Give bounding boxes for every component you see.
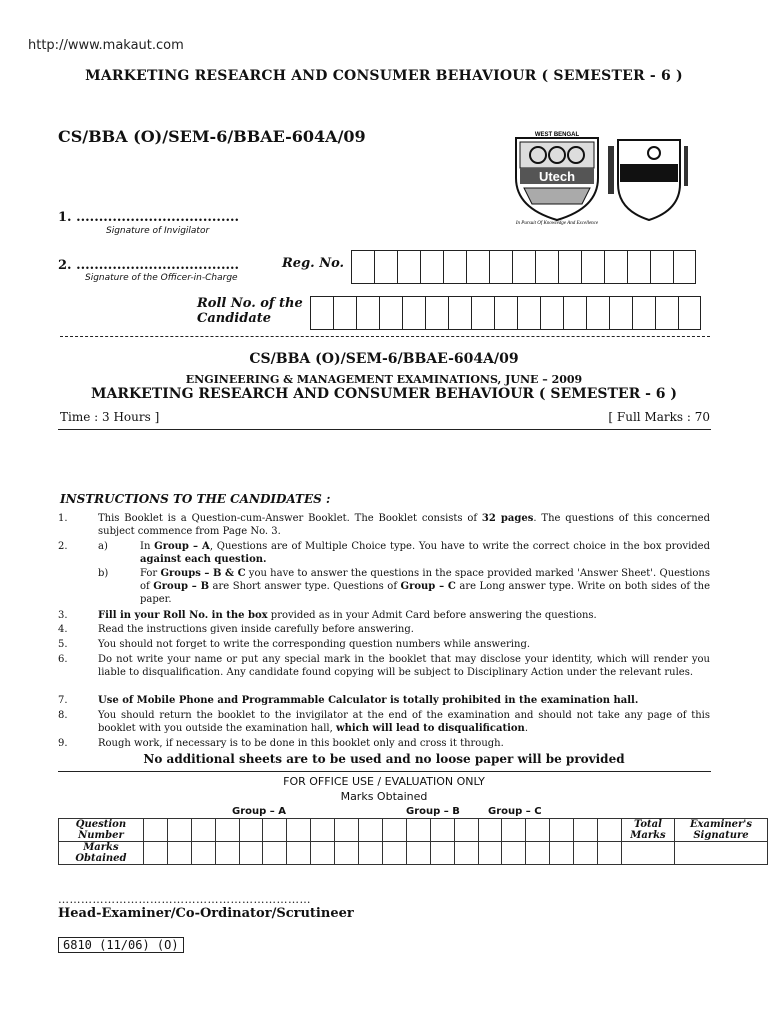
instruction-5: 5. You should not forget to write the corresponding question numbers while answering.	[58, 639, 531, 650]
form-code: 6810 (11/06) (O)	[58, 937, 184, 953]
svg-text:In Pursuit Of Knowledge And Ex: In Pursuit Of Knowledge And Excellence	[515, 221, 599, 226]
instruction-2b: b) For Groups – B & C you have to answer the questions in the space provided marked 'Answer Sheet'. Questions of Group – B are Short answer type. Questions of Group – C are Long answer type. Write on both sides of the paper.	[98, 568, 711, 605]
paper-code: CS/BBA (O)/SEM-6/BBAE-604A/09	[58, 127, 366, 146]
full-marks: [ Full Marks : 70	[608, 410, 710, 424]
office-use-heading: FOR OFFICE USE / EVALUATION ONLY	[283, 775, 485, 788]
officer-signature-caption: Signature of the Officer-in-Charge	[85, 273, 238, 283]
instruction-8: 8. You should return the booklet to the invigilator at the end of the examination and should not take any page of this booklet with you outside the examination hall, which will lead to disqualification.	[58, 710, 710, 734]
head-examiner-label: Head-Examiner/Co-Ordinator/Scrutineer	[58, 906, 354, 921]
instruction-4: 4. Read the instructions given inside carefully before answering.	[58, 624, 414, 635]
exam-name: ENGINEERING & MANAGEMENT EXAMINATIONS, JUNE – 2009	[185, 373, 583, 386]
reg-no-label: Reg. No.	[282, 256, 345, 271]
group-b-label: Group – B	[406, 806, 460, 817]
instruction-7: 7. Use of Mobile Phone and Programmable Calculator is totally prohibited in the examination hall.	[58, 695, 639, 706]
officer-signature-line: 2. ....................................	[58, 258, 240, 273]
time-allowed: Time : 3 Hours ]	[60, 410, 160, 424]
marks-obtained-heading: Marks Obtained	[340, 790, 428, 803]
instructions-heading: INSTRUCTIONS TO THE CANDIDATES :	[60, 492, 331, 506]
table-row	[59, 842, 768, 865]
svg-text:Utech: Utech	[538, 169, 576, 184]
invigilator-signature-caption: Signature of Invigilator	[106, 226, 210, 236]
roll-no-label: Roll No. of the Candidate	[197, 296, 303, 326]
source-url: http://www.makaut.com	[28, 38, 184, 53]
reg-no-boxes[interactable]	[351, 250, 696, 284]
instruction-1: 1. This Booklet is a Question-cum-Answer Booklet. The Booklet consists of 32 pages. The questions of this concerned subject commence from Page No. 3.	[58, 513, 711, 537]
instruction-2a: 2. a) In Group – A, Questions are of Multiple Choice type. You have to write the correct choice in the box provided against each question.	[58, 541, 710, 565]
examiner-signature-header: Examiner's Signature	[674, 819, 767, 842]
question-number-header: Question Number	[59, 819, 144, 842]
header-rule	[58, 429, 711, 430]
office-rule	[58, 771, 711, 772]
invigilator-signature-line: 1. ....................................	[58, 210, 240, 225]
group-c-label: Group – C	[488, 806, 542, 817]
cut-line	[60, 336, 710, 337]
university-logo	[488, 126, 698, 226]
subject-title: MARKETING RESEARCH AND CONSUMER BEHAVIOUR ( SEMESTER - 6 )	[90, 386, 678, 402]
svg-text:WEST BENGAL: WEST BENGAL	[534, 132, 580, 138]
instruction-3: 3. Fill in your Roll No. in the box provided as in your Admit Card before answering the questions.	[58, 610, 597, 621]
group-a-label: Group – A	[232, 806, 286, 817]
evaluation-table	[58, 818, 768, 865]
marks-obtained-header: Marks Obtained	[59, 842, 144, 865]
instruction-6: 6. Do not write your name or put any special mark in the booklet that may disclose your identity, which will render you liable to disqualification. Any candidate found copying will be subject to Disciplinary Action under the relevant rules.	[58, 654, 710, 678]
no-additional-sheets-note: No additional sheets are to be used and no loose paper will be provided	[143, 752, 625, 766]
instruction-9: 9. Rough work, if necessary is to be done in this booklet only and cross it through.	[58, 738, 504, 749]
total-marks-header: Total Marks	[622, 819, 675, 842]
table-row	[59, 819, 768, 842]
exam-code: CS/BBA (O)/SEM-6/BBAE-604A/09	[249, 351, 519, 367]
head-examiner-signature-line: …………………………………………………………	[58, 893, 311, 906]
roll-no-boxes[interactable]	[310, 296, 701, 330]
top-title: MARKETING RESEARCH AND CONSUMER BEHAVIOUR ( SEMESTER - 6 )	[85, 68, 683, 84]
